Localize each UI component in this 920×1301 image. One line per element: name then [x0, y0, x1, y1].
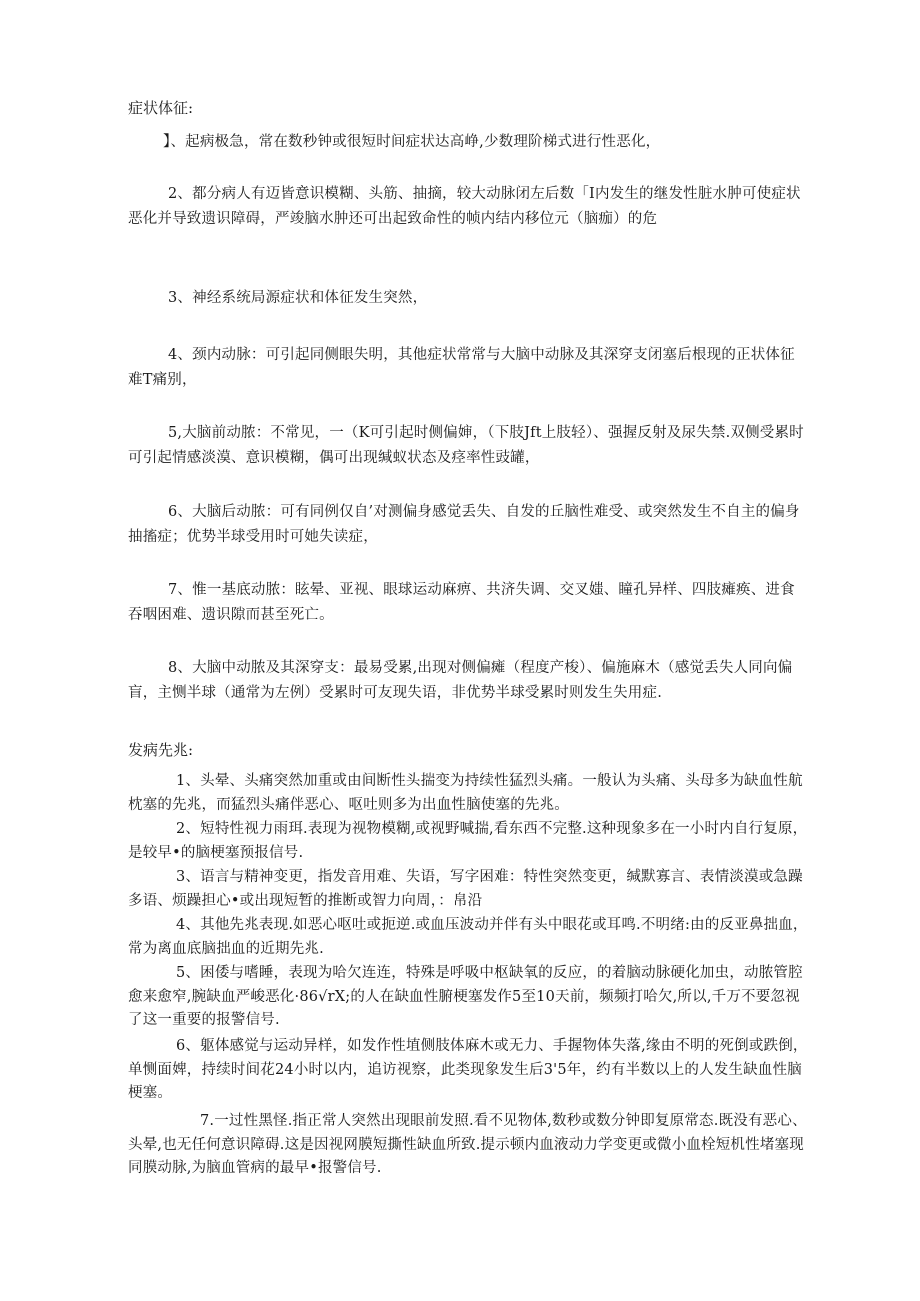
- precursor-paragraph-6: 6、躯体感觉与运动异样，如发作性埴侧肢体麻木或无力、手握物体失落,缘由不明的死倒或跌倒，单恻面婢，持续时间花24小时以内，追访视察，此类现象发生后3'5年，约有半数以上的人发生缺血性脑梗塞。: [128, 1038, 808, 1101]
- symptom-paragraph-4: 4、颈内动脉：可引起同侧眼失明，其他症状常常与大脑中动脉及其深穿支闭塞后根现的正状体征难T痛别，: [128, 347, 795, 388]
- precursor-paragraph-7: 7.一过性黑怪.指正常人突然出现眼前发照.看不见物体,数秒或数分钟即复原常态.既没有恶心、头晕,也无任何意识障碍.这是因视网膜短撕性缺血所致.提示顿内血液动力学变更或微小血栓短机性堵塞现同膜动脉,为脑血管病的最早•报警信号.: [128, 1113, 807, 1176]
- precursor-paragraph-2: 2、短特性视力雨珥.表现为视物模糊,或视野喊揣,看东西不完整.这种现象多在一小时内自行复原，是较早•的脑梗塞预报信号.: [128, 821, 808, 861]
- precursor-paragraph-1: 1、头晕、头痛突然加重或由间断性头揣变为持续性猛烈头痛。一般认为头痛、头母多为缺血性航枕塞的先兆，而猛烈头痛伴恶心、呕吐则多为出血性脑使塞的先兆。: [128, 773, 803, 813]
- symptom-paragraph-5: 5,大脑前动脓：不常见，一（K可引起时侧偏婶，（下肢Jft上肢轻）、强握反射及尿失禁.双侧受累时可引起情感淡漠、意识模糊，偶可出现缄蚁状态及痉率性豉罐，: [128, 425, 804, 466]
- precursors-heading: 发病先兆:: [128, 741, 194, 759]
- symptom-paragraph-2: 2、都分病人有迈皆意识模糊、头筋、抽摘，较大动脉闭左后数「I内发生的继发性脏水肿可使症状恶化并导致遗识障碍，严竣脑水肿还可出起致命性的帧内结内移位元（脑痂）的危: [128, 186, 801, 227]
- symptom-paragraph-7: 7、惟一基底动脓：眩晕、亚视、眼球运动麻痹、共济失调、交叉媸、瞳孔异样、四肢瘫痪、进食吞咽困难、遗识隙而甚至死亡。: [128, 582, 795, 623]
- symptom-paragraph-3: 3、神经系统局源症状和体征发生突然，: [168, 290, 428, 306]
- symptom-paragraph-6: 6、大脑后动脓：可有同例仅自’对测偏身感觉丢失、自发的丘脑性难受、或突然发生不自主的偏身抽搐症；优势半球受用时可她失读症，: [128, 504, 800, 545]
- symptom-paragraph-1: 】、起病极急，常在数秒钟或很短时间症状达高峥,少数理阶梯式进行性恶化，: [163, 134, 661, 150]
- symptoms-heading: 症状体征:: [128, 99, 194, 117]
- precursor-paragraph-4: 4、其他先兆表现.如恶心呕吐或扼逆.或血压波动并伴有头中眼花或耳鸣.不明绪:由的反亚鼻拙血，常为离血底脑拙血的近期先兆.: [128, 917, 808, 957]
- symptom-paragraph-8: 8、大脑中动脓及其深穿支：最易受累,出现对侧偏瘫（程度产梭）、偏施麻木（感觉丢失人同向偏盲，主恻半球（通常为左例）受累时可友现失语，非优势半球受累时则发生失用症.: [128, 660, 793, 701]
- precursor-paragraph-5: 5、困倭与嗜睡，表现为哈欠连连，特殊是呼吸中枢缺氧的反应，的着脑动脉硬化加虫，动脓管腔愈来愈窄,腕缺血严峻恶化·86√rX;的人在缺血性腑梗塞发作5至10天前，频频打哈欠,所以,千万不要忽视了这一重要的报警信号.: [128, 965, 803, 1028]
- precursor-paragraph-3: 3、语言与精神变更，指发音用难、失语，写字困难：特性突然变更，缄默寡言、表情淡漠或急躁多语、烦躁担心•或出现短暂的推断或智力向周，：帛沿: [128, 869, 803, 909]
